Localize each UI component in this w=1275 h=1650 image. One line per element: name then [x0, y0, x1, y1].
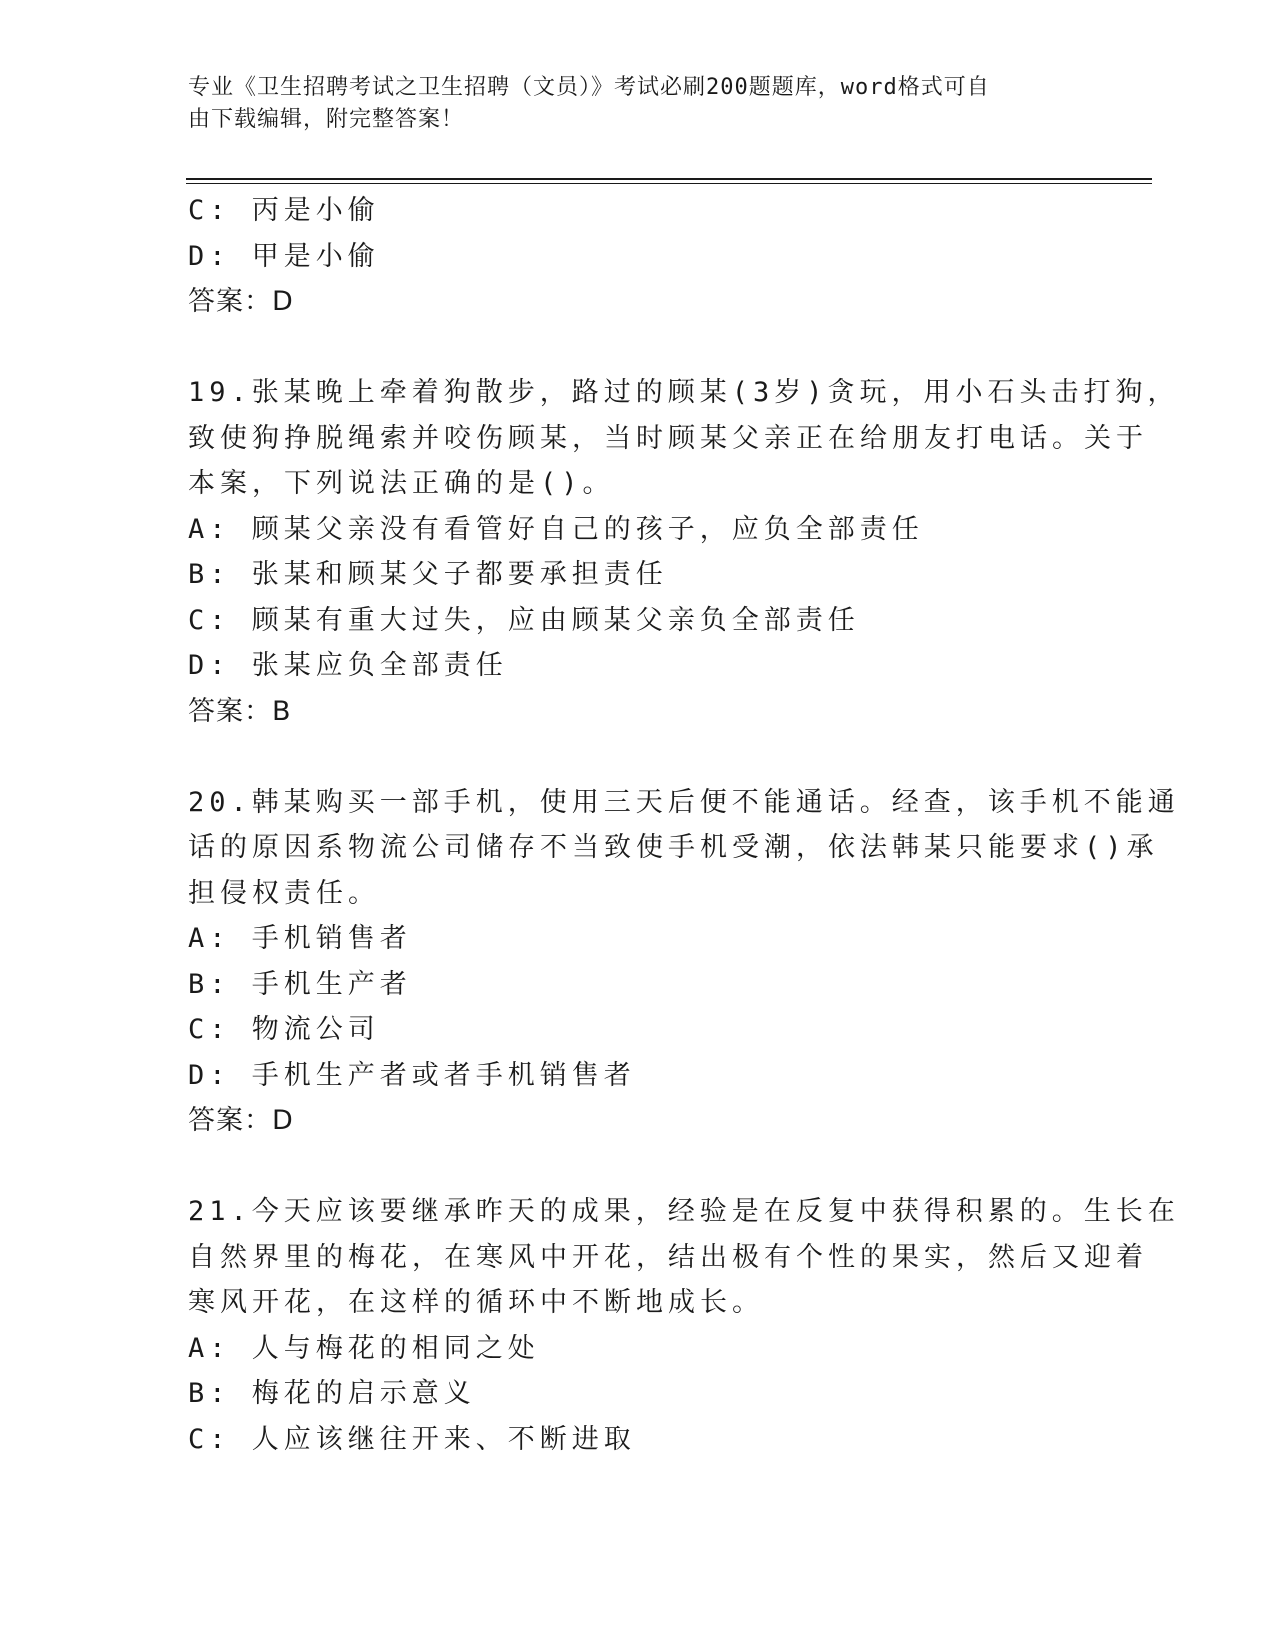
answer: 答案：D	[188, 286, 294, 317]
answer: 答案：B	[188, 695, 292, 727]
question-text-line: 致使狗挣脱绳索并咬伤顾某，当时顾某父亲正在给朋友打电话。关于	[188, 422, 1148, 454]
document-body	[188, 188, 1180, 1462]
question-21	[188, 1189, 1180, 1462]
option-d: D: 手机生产者或者手机销售者	[188, 1059, 636, 1091]
option-c: C: 物流公司	[188, 1014, 380, 1045]
question-text-line: 寒风开花，在这样的循环中不断地成长。	[188, 1287, 764, 1318]
option-b: B: 张某和顾某父子都要承担责任	[188, 559, 668, 590]
prev-question	[188, 188, 1088, 325]
spacer	[188, 1144, 1088, 1190]
question-text-line: 话的原因系物流公司储存不当致使手机受潮，依法韩某只能要求()承	[188, 832, 1159, 863]
option-d: D: 张某应负全部责任	[188, 650, 508, 681]
question-text-line: 担侵权责任。	[188, 877, 380, 909]
option-a: A: 顾某父亲没有看管好自己的孩子，应负全部责任	[188, 513, 924, 545]
question-text-line: 20.韩某购买一部手机，使用三天后便不能通话。经查，该手机不能通	[188, 786, 1180, 818]
option-b: B: 手机生产者	[188, 968, 412, 1000]
option-a: A: 人与梅花的相同之处	[188, 1332, 540, 1364]
option-b: B: 梅花的启示意义	[188, 1378, 476, 1409]
option-a: A: 手机销售者	[188, 923, 412, 954]
question-text-line: 本案，下列说法正确的是()。	[188, 468, 615, 499]
spacer	[188, 325, 1088, 371]
option-c: C: 人应该继往开来、不断进取	[188, 1423, 636, 1455]
option-c: C: 丙是小偷	[188, 195, 380, 226]
header-rule-thin	[186, 183, 1152, 184]
question-text-line: 自然界里的梅花，在寒风中开花，结出极有个性的果实，然后又迎着	[188, 1241, 1148, 1273]
document-header: 专业《卫生招聘考试之卫生招聘（文员）》考试必刷200题题库，word格式可自 由下载编辑，附完整答案！	[188, 75, 990, 132]
answer: 答案：D	[188, 1105, 294, 1136]
header-rule-thick	[186, 178, 1152, 180]
question-20	[188, 780, 1180, 1144]
question-text-line: 21.今天应该要继承昨天的成果，经验是在反复中获得积累的。生长在	[188, 1196, 1180, 1227]
option-d: D: 甲是小偷	[188, 240, 380, 272]
question-text-line: 19.张某晚上牵着狗散步，路过的顾某(3岁)贪玩，用小石头击打狗，	[188, 377, 1180, 408]
option-c: C: 顾某有重大过失，应由顾某父亲负全部责任	[188, 604, 860, 636]
question-19	[188, 370, 1180, 734]
spacer	[188, 734, 1088, 780]
